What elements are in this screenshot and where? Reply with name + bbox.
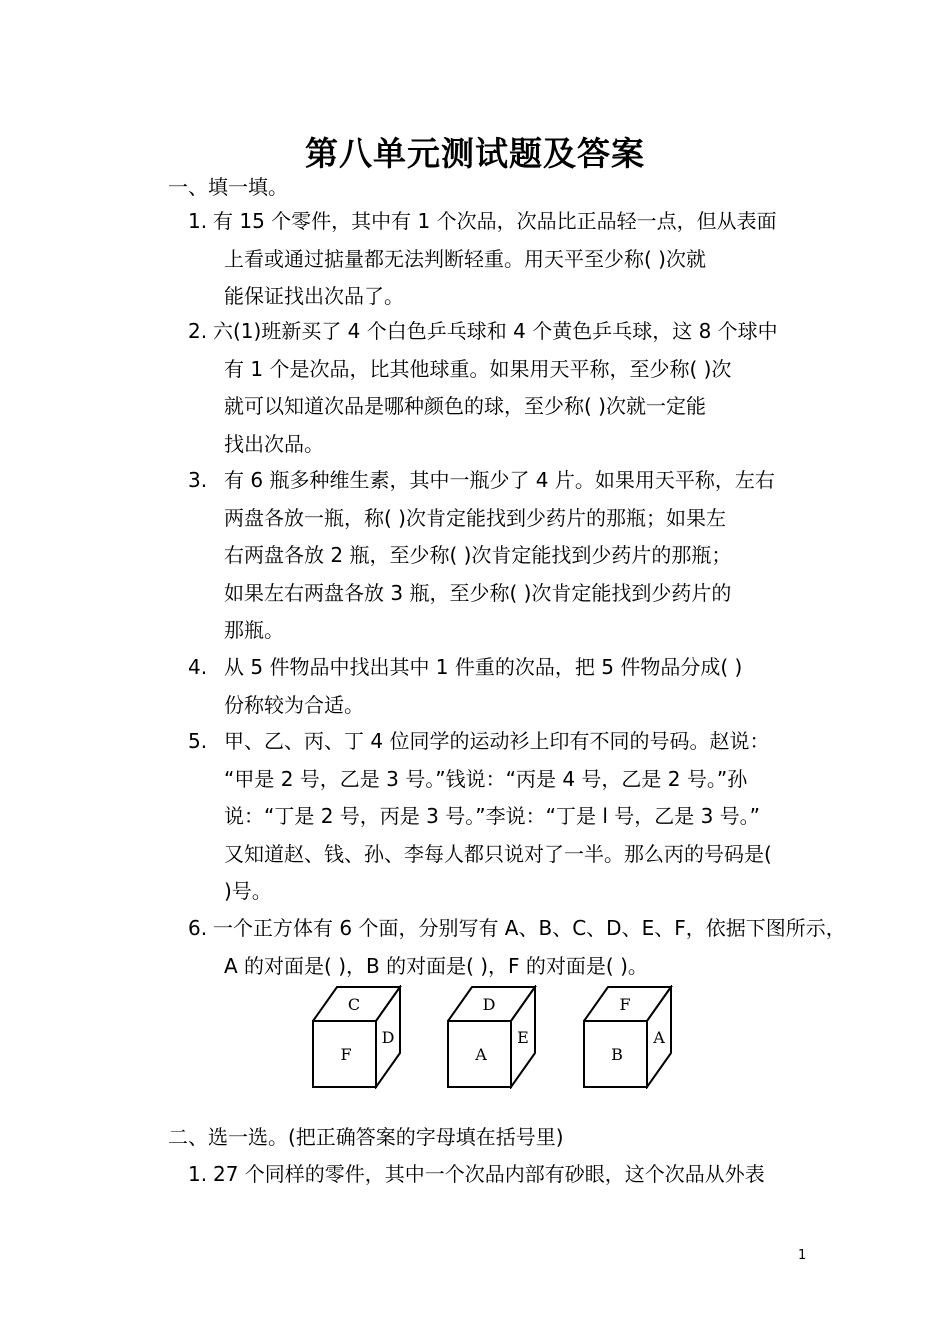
question-item-5	[188, 723, 818, 911]
question-line: “甲是 2 号，乙是 3 号。”钱说：“丙是 4 号，乙是 2 号。”孙	[224, 766, 748, 791]
question-line: 说：“丁是 2 号，丙是 3 号。”李说：“丁是 l 号，乙是 3 号。”	[224, 804, 761, 829]
question-line: 找出次品。	[224, 431, 324, 456]
question-number: 5.	[188, 729, 208, 753]
question-line: 能保证找出次品了。	[224, 284, 404, 309]
cube-drawing	[447, 985, 537, 1089]
cube-front-face-label: A	[475, 1045, 487, 1064]
question-item-1	[188, 203, 818, 316]
question-line: 又知道赵、钱、孙、李每人都只说对了一半。那么丙的号码是(	[224, 841, 772, 866]
question-number: 3.	[188, 468, 208, 492]
cube-front-face-label: B	[611, 1045, 623, 1064]
cube-right-face-label: A	[653, 1028, 665, 1047]
question-line: A 的对面是( )，B 的对面是( )，F 的对面是( )。	[224, 953, 648, 978]
question-line: 六(1)班新买了 4 个白色乒乓球和 4 个黄色乒乓球，这 8 个球中	[213, 319, 778, 343]
cube-figure-1	[312, 985, 402, 1089]
question-line: 27 个同样的零件，其中一个次品内部有砂眼，这个次品从外表	[213, 1162, 765, 1186]
question-number: 4.	[188, 655, 208, 679]
question-line: 甲、乙、丙、丁 4 位同学的运动衫上印有不同的号码。赵说：	[224, 729, 770, 753]
question-item-2-1	[188, 1156, 818, 1194]
question-line: 那瓶。	[224, 618, 284, 643]
question-number: 1.	[188, 1162, 208, 1186]
question-number: 2.	[188, 319, 208, 343]
question-number: 1.	[188, 209, 208, 233]
question-item-6	[188, 910, 846, 985]
cube-figure-2	[447, 985, 537, 1089]
cube-front-face-label: F	[340, 1045, 352, 1064]
cube-right-face-label: E	[517, 1028, 529, 1047]
question-number: 6.	[188, 916, 208, 940]
question-line: 右两盘各放 2 瓶，至少称( )次肯定能找到少药片的那瓶；	[224, 543, 732, 568]
cube-top-face-label: F	[619, 995, 631, 1014]
question-item-4	[188, 649, 818, 724]
cube-right-face-label: D	[381, 1028, 395, 1047]
question-line: 有 1 个是次品，比其他球重。如果用天平称，至少称( )次	[224, 356, 732, 381]
section-heading-multiple-choice: 二、选一选。(把正确答案的字母填在括号里)	[168, 1125, 564, 1149]
page-number: 1	[798, 1248, 807, 1263]
cube-top-face-label: C	[347, 995, 361, 1014]
question-line: 如果左右两盘各放 3 瓶，至少称( )次肯定能找到少药片的	[224, 580, 732, 605]
cube-drawing	[312, 985, 402, 1089]
question-line: 有 6 瓶多种维生素，其中一瓶少了 4 片。如果用天平称，左右	[224, 468, 775, 492]
question-item-2	[188, 313, 818, 463]
question-line: )号。	[224, 879, 272, 904]
question-line: 有 15 个零件，其中有 1 个次品，次品比正品轻一点，但从表面	[213, 209, 777, 233]
question-line: 上看或通过掂量都无法判断轻重。用天平至少称( )次就	[224, 246, 706, 271]
cube-drawing	[583, 985, 673, 1089]
cube-figures	[312, 985, 692, 1095]
question-line: 就可以知道次品是哪种颜色的球，至少称( )次就一定能	[224, 394, 706, 419]
question-item-3	[188, 462, 818, 650]
cube-figure-3	[583, 985, 673, 1089]
section-heading-fill-in: 一、填一填。	[168, 175, 288, 199]
cube-top-face-label: D	[482, 995, 496, 1014]
question-line: 一个正方体有 6 个面，分别写有 A、B、C、D、E、F，依据下图所示，	[213, 916, 846, 940]
question-line: 从 5 件物品中找出其中 1 件重的次品，把 5 件物品分成( )	[224, 655, 743, 679]
question-line: 份称较为合适。	[224, 692, 364, 717]
question-line: 两盘各放一瓶，称( )次肯定能找到少药片的那瓶；如果左	[224, 505, 726, 530]
page-title: 第八单元测试题及答案	[305, 134, 645, 173]
